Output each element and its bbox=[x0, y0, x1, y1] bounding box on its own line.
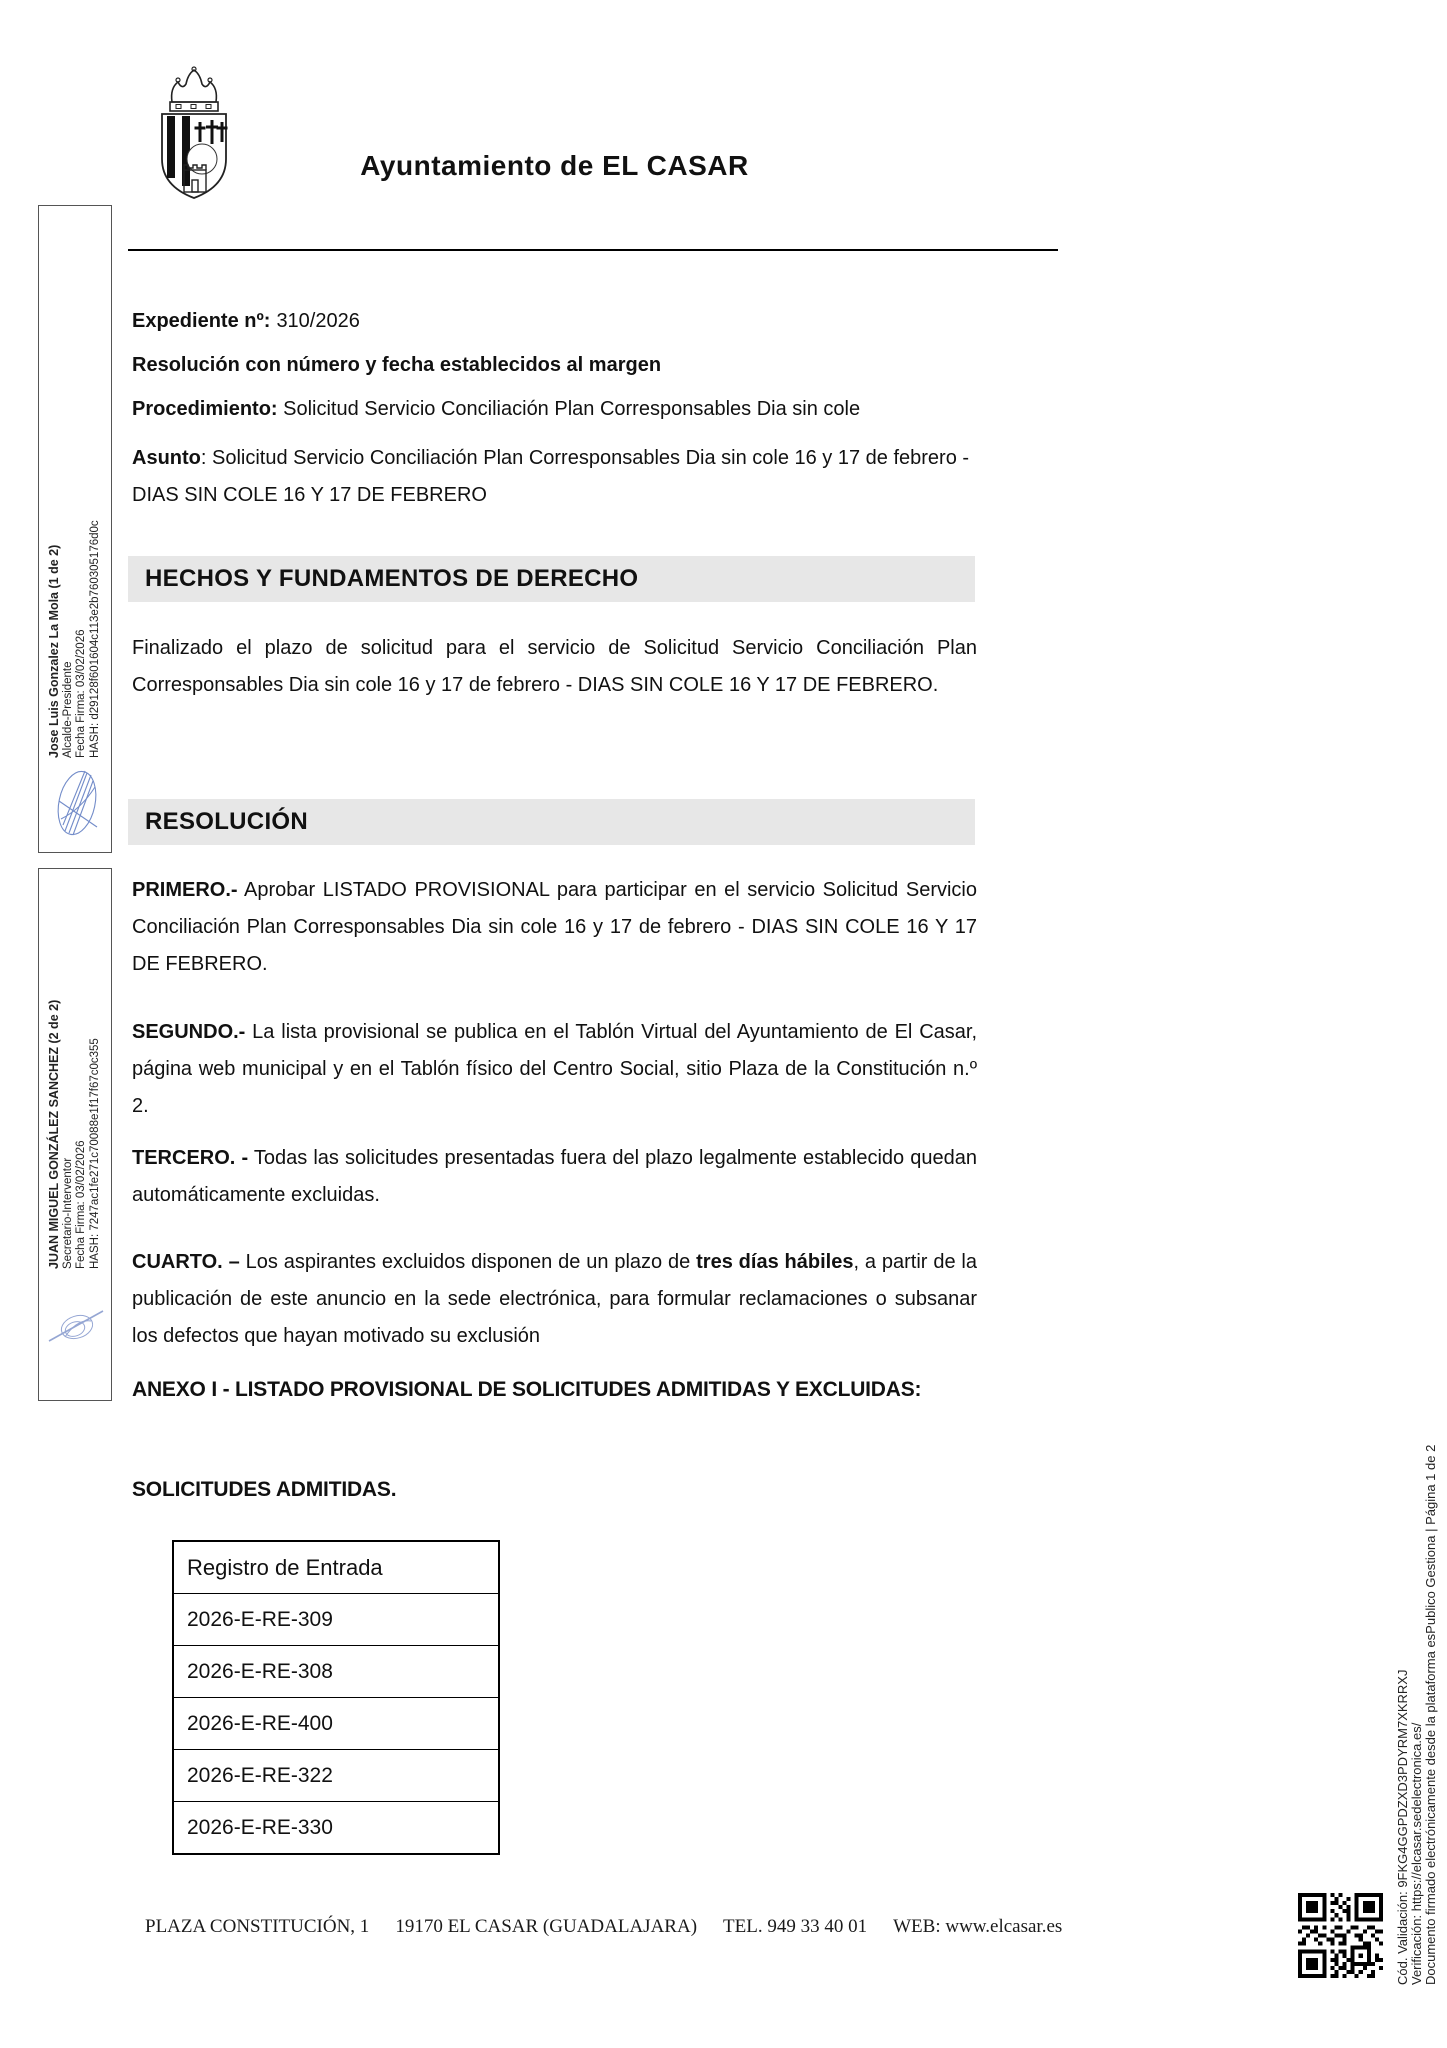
coat-of-arms-logo bbox=[142, 64, 246, 204]
table-cell: 2026-E-RE-322 bbox=[173, 1750, 499, 1802]
admitidas-title: SOLICITUDES ADMITIDAS. bbox=[132, 1478, 397, 1501]
qr-code-icon bbox=[1298, 1893, 1383, 1978]
paragraph-primero bbox=[132, 872, 977, 983]
expediente-line bbox=[132, 308, 977, 335]
table-cell: 2026-E-RE-309 bbox=[173, 1594, 499, 1646]
handwritten-signature-icon bbox=[47, 1297, 105, 1357]
segundo-body: La lista provisional se publica en el Tablón Virtual del Ayuntamiento de El Casar, página web municipal y en el Tablón físico del Centro Social, sitio Plaza de la Constitución n.º 2. bbox=[132, 1021, 977, 1117]
paragraph-tercero bbox=[132, 1140, 977, 1214]
signature-text-alcalde bbox=[48, 218, 102, 758]
validation-strip bbox=[1396, 1150, 1437, 1985]
cuarto-body-1: Los aspirantes excluidos disponen de un plazo de bbox=[239, 1251, 697, 1273]
validation-url: Verificación: https://elcasar.sedelectronica.es/ bbox=[1408, 1722, 1424, 1985]
table-row bbox=[173, 1646, 499, 1698]
signature-box-alcalde bbox=[38, 205, 112, 853]
signer-name: JUAN MIGUEL GONZÁLEZ SANCHEZ (2 de 2) bbox=[47, 999, 61, 1269]
footer-city: 19170 EL CASAR (GUADALAJARA) bbox=[395, 1916, 698, 1937]
signature-box-secretario bbox=[38, 868, 112, 1401]
table-row bbox=[173, 1594, 499, 1646]
table-header-row bbox=[173, 1541, 499, 1594]
validation-code: Cód. Validación: 9FKG4GGPDZXD3PDYRM7XKRRXJ bbox=[1395, 1669, 1410, 1985]
table-cell: 2026-E-RE-308 bbox=[173, 1646, 499, 1698]
primero-body: Aprobar LISTADO PROVISIONAL para participar en el servicio Solicitud Servicio Conciliación Plan Corresponsables Dia sin cole 16 y 17 de febrero - DIAS SIN COLE 16 Y 17 DE FEBRERO. bbox=[132, 879, 977, 975]
segundo-lead: SEGUNDO.- bbox=[132, 1021, 246, 1043]
handwritten-signature-icon bbox=[51, 761, 103, 846]
table-cell: 2026-E-RE-330 bbox=[173, 1802, 499, 1855]
anexo-title: ANEXO I - LISTADO PROVISIONAL DE SOLICITUDES ADMITIDAS Y EXCLUIDAS: bbox=[132, 1378, 922, 1401]
procedimiento-label: Procedimiento: bbox=[132, 398, 278, 420]
tercero-lead: TERCERO. - bbox=[132, 1147, 249, 1169]
cuarto-lead: CUARTO. – bbox=[132, 1251, 240, 1273]
footer-address-line bbox=[145, 1916, 1063, 1938]
asunto-label: Asunto bbox=[132, 447, 201, 469]
signer-role: Secretario-Interventor bbox=[61, 1157, 74, 1269]
signer-date: Fecha Firma: 03/02/2026 bbox=[75, 629, 87, 758]
signature-text-secretario bbox=[48, 877, 102, 1269]
tercero-body: Todas las solicitudes presentadas fuera del plazo legalmente establecido quedan automáticamente excluidas. bbox=[132, 1147, 977, 1206]
table-header-cell: Registro de Entrada bbox=[173, 1541, 499, 1594]
footer-tel: TEL. 949 33 40 01 bbox=[723, 1916, 868, 1937]
table-row bbox=[173, 1698, 499, 1750]
section-title-resolucion: RESOLUCIÓN bbox=[128, 799, 975, 845]
registro-table bbox=[172, 1540, 500, 1855]
signer-name: Jose Luis Gonzalez La Mola (1 de 2) bbox=[47, 544, 61, 758]
expediente-value: 310/2026 bbox=[276, 310, 360, 332]
primero-lead: PRIMERO.- bbox=[132, 879, 238, 901]
signer-hash: HASH: d29128f601604c113e2b760305176d0c bbox=[88, 520, 101, 758]
paragraph-segundo bbox=[132, 1014, 977, 1125]
table-cell: 2026-E-RE-400 bbox=[173, 1698, 499, 1750]
footer-web: WEB: www.elcasar.es bbox=[893, 1916, 1063, 1937]
expediente-label: Expediente nº: bbox=[132, 310, 271, 332]
validation-note: Documento firmado electrónicamente desde la plataforma esPublico Gestiona | Página 1 de 2 bbox=[1422, 1444, 1438, 1985]
procedimiento-value: Solicitud Servicio Conciliación Plan Corresponsables Dia sin cole bbox=[277, 398, 861, 420]
signer-hash: HASH: 7247ac1fe271c70088e1f17f67c0c355 bbox=[88, 1038, 101, 1269]
footer-address: PLAZA CONSTITUCIÓN, 1 bbox=[145, 1916, 370, 1937]
signer-role: Alcalde-Presidente bbox=[61, 661, 74, 758]
table-row bbox=[173, 1802, 499, 1855]
cuarto-body-2: , a partir de la publicación de este anuncio en la sede electrónica, para formular reclamaciones o subsanar los defectos que hayan motivado su exclusión bbox=[132, 1251, 977, 1347]
header-divider bbox=[128, 249, 1058, 251]
table-row bbox=[173, 1750, 499, 1802]
signer-date: Fecha Firma: 03/02/2026 bbox=[75, 1140, 87, 1269]
section-title-hechos: HECHOS Y FUNDAMENTOS DE DERECHO bbox=[128, 556, 975, 602]
page-title: Ayuntamiento de EL CASAR bbox=[360, 150, 749, 181]
procedimiento-line bbox=[132, 396, 977, 423]
resolucion-note: Resolución con número y fecha establecidos al margen bbox=[132, 354, 662, 376]
coat-of-arms-icon bbox=[142, 64, 246, 204]
qr-code-svg bbox=[1298, 1893, 1383, 1978]
asunto-line bbox=[132, 440, 977, 514]
paragraph-cuarto bbox=[132, 1244, 977, 1355]
hechos-body: Finalizado el plazo de solicitud para el servicio de Solicitud Servicio Conciliación Plan Corresponsables Dia sin cole 16 y 17 de febrero - DIAS SIN COLE 16 Y 17 DE FEBRERO. bbox=[132, 637, 977, 696]
asunto-value: : Solicitud Servicio Conciliación Plan Corresponsables Dia sin cole 16 y 17 de febrero - DIAS SIN COLE 16 Y 17 DE FEBRERO bbox=[132, 447, 970, 506]
cuarto-bold-term: tres días hábiles bbox=[696, 1251, 854, 1273]
